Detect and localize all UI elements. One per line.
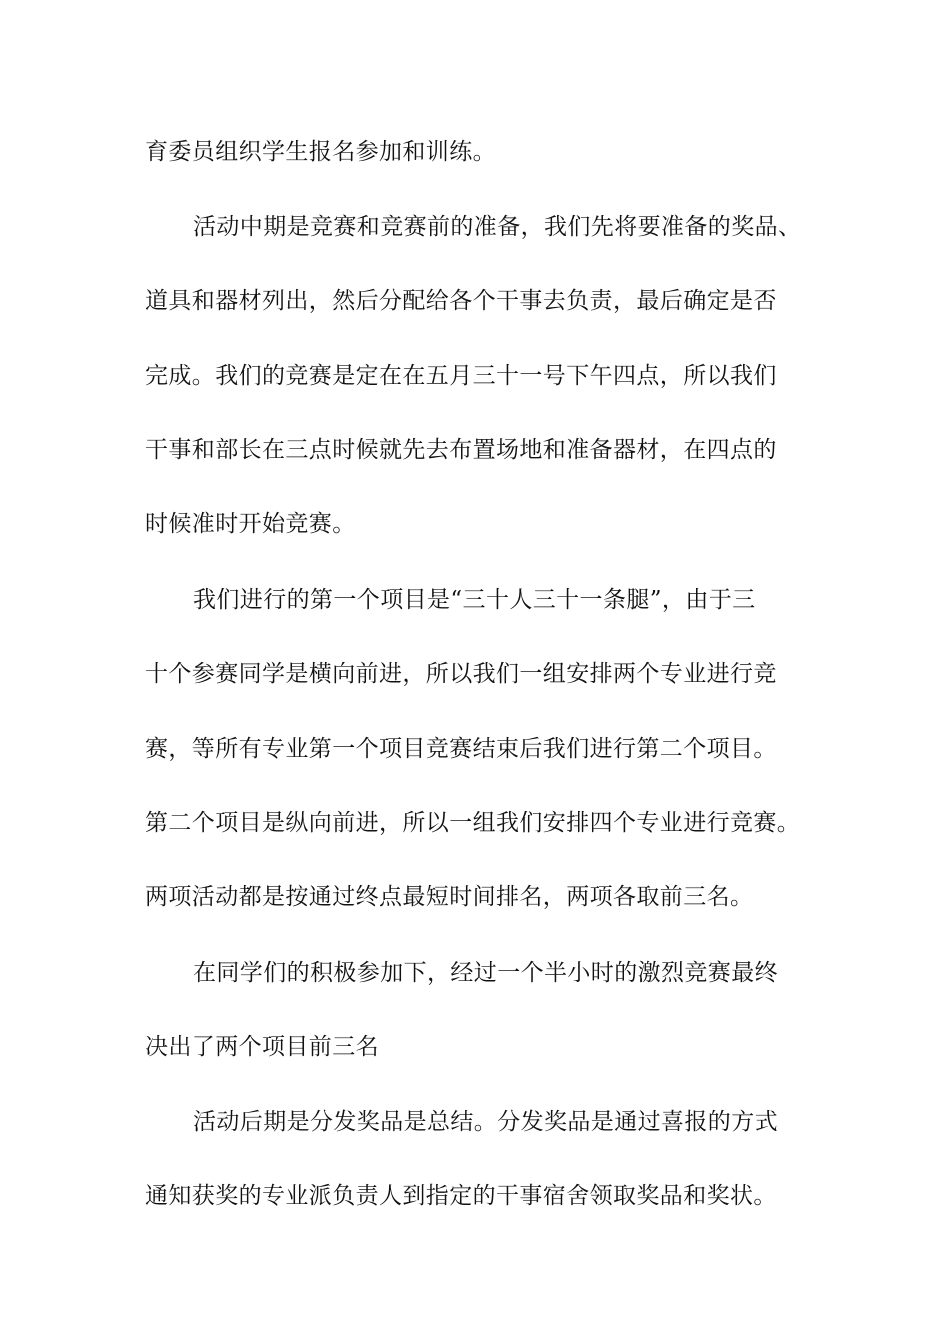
text-line-6: 时候准时开始竞赛。 — [145, 511, 356, 537]
text-line-1: 育委员组织学生报名参加和训练。 — [145, 139, 496, 165]
text-line-9: 赛，等所有专业第一个项目竞赛结束后我们进行第二个项目。 — [145, 736, 777, 762]
text-line-14: 活动后期是分发奖品是总结。分发奖品是通过喜报的方式 — [193, 1109, 778, 1135]
text-line-5: 干事和部长在三点时候就先去布置场地和准备器材，在四点的 — [145, 437, 777, 463]
text-line-8: 十个参赛同学是横向前进，所以我们一组安排两个专业进行竞 — [145, 661, 777, 687]
text-line-13: 决出了两个项目前三名 — [145, 1034, 379, 1060]
text-line-7: 我们进行的第一个项目是“三十人三十一条腿”，由于三 — [193, 587, 756, 613]
text-line-4: 完成。我们的竞赛是定在在五月三十一号下午四点，所以我们 — [145, 363, 777, 389]
text-line-3: 道具和器材列出，然后分配给各个干事去负责，最后确定是否 — [145, 288, 777, 314]
text-line-11: 两项活动都是按通过终点最短时间排名，两项各取前三名。 — [145, 884, 754, 910]
text-line-2: 活动中期是竞赛和竞赛前的准备，我们先将要准备的奖品、 — [193, 214, 802, 240]
text-line-15: 通知获奖的专业派负责人到指定的干事宿舍领取奖品和奖状。 — [145, 1183, 777, 1209]
text-line-12: 在同学们的积极参加下，经过一个半小时的激烈竞赛最终 — [193, 960, 778, 986]
text-line-10: 第二个项目是纵向前进，所以一组我们安排四个专业进行竞赛。 — [145, 810, 801, 836]
